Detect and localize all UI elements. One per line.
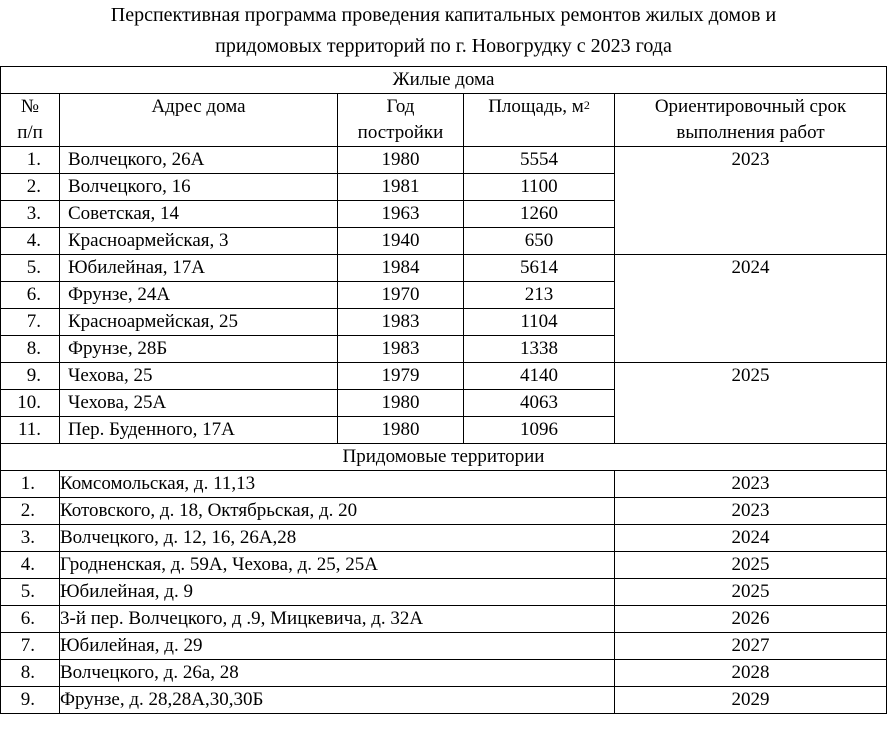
yard-row [1, 525, 887, 552]
house-year: 1984 [338, 255, 464, 282]
document-title [0, 0, 887, 66]
house-year: 1980 [338, 417, 464, 444]
house-address: Советская, 14 [60, 201, 338, 228]
yard-num: 9. [1, 687, 60, 714]
yard-term: 2025 [615, 552, 887, 579]
header-area-label: Площадь, м [488, 96, 584, 117]
header-term [615, 94, 887, 147]
house-num: 4. [1, 228, 60, 255]
house-term: 2025 [615, 363, 887, 444]
house-year: 1981 [338, 174, 464, 201]
house-address: Волчецкого, 26А [60, 147, 338, 174]
yard-term: 2027 [615, 633, 887, 660]
section-title-houses: Жилые дома [1, 67, 887, 94]
yard-term: 2025 [615, 579, 887, 606]
house-area: 1338 [464, 336, 615, 363]
yard-address: Юбилейная, д. 29 [60, 633, 615, 660]
yard-row [1, 579, 887, 606]
house-num: 2. [1, 174, 60, 201]
house-area: 5554 [464, 147, 615, 174]
yard-term: 2029 [615, 687, 887, 714]
house-area: 650 [464, 228, 615, 255]
house-area: 1096 [464, 417, 615, 444]
header-term-line2: выполнения работ [676, 122, 825, 143]
yard-address: Комсомольская, д. 11,13 [60, 471, 615, 498]
title-line-2: придомовых территорий по г. Новогрудку с 2023 года [215, 35, 672, 57]
house-address: Чехова, 25А [60, 390, 338, 417]
yard-address: Волчецкого, д. 12, 16, 26А,28 [60, 525, 615, 552]
yard-address: Волчецкого, д. 26а, 28 [60, 660, 615, 687]
house-address: Пер. Буденного, 17А [60, 417, 338, 444]
header-row [1, 94, 887, 147]
yard-address: Котовского, д. 18, Октябрьская, д. 20 [60, 498, 615, 525]
yard-row [1, 552, 887, 579]
header-year-line1: Год [386, 96, 415, 117]
house-area: 213 [464, 282, 615, 309]
house-address: Фрунзе, 28Б [60, 336, 338, 363]
house-address: Красноармейская, 25 [60, 309, 338, 336]
yard-num: 1. [1, 471, 60, 498]
yard-row [1, 606, 887, 633]
header-num-line2: п/п [17, 122, 43, 143]
yard-num: 3. [1, 525, 60, 552]
yard-term: 2024 [615, 525, 887, 552]
header-year-line2: постройки [357, 122, 444, 143]
header-year [338, 94, 464, 147]
yard-num: 5. [1, 579, 60, 606]
house-area: 1260 [464, 201, 615, 228]
house-address: Красноармейская, 3 [60, 228, 338, 255]
repair-program-table [0, 66, 887, 714]
house-num: 8. [1, 336, 60, 363]
section-row-houses [1, 67, 887, 94]
house-num: 5. [1, 255, 60, 282]
header-num-line1: № [20, 96, 40, 117]
house-area: 1104 [464, 309, 615, 336]
house-year: 1979 [338, 363, 464, 390]
yard-row [1, 687, 887, 714]
house-address: Волчецкого, 16 [60, 174, 338, 201]
house-address: Юбилейная, 17А [60, 255, 338, 282]
house-area: 1100 [464, 174, 615, 201]
yard-address: Фрунзе, д. 28,28А,30,30Б [60, 687, 615, 714]
house-num: 10. [1, 390, 60, 417]
house-year: 1963 [338, 201, 464, 228]
header-area-sup: 2 [583, 98, 590, 112]
house-row [1, 363, 887, 390]
house-area: 4063 [464, 390, 615, 417]
house-address: Чехова, 25 [60, 363, 338, 390]
header-address: Адрес дома [60, 94, 338, 147]
house-address: Фрунзе, 24А [60, 282, 338, 309]
yard-num: 8. [1, 660, 60, 687]
house-year: 1983 [338, 336, 464, 363]
house-area: 5614 [464, 255, 615, 282]
house-year: 1980 [338, 147, 464, 174]
house-num: 1. [1, 147, 60, 174]
house-num: 6. [1, 282, 60, 309]
house-num: 11. [1, 417, 60, 444]
yard-num: 2. [1, 498, 60, 525]
yard-row [1, 660, 887, 687]
yard-num: 4. [1, 552, 60, 579]
header-area [464, 94, 615, 147]
yard-address: 3-й пер. Волчецкого, д .9, Мицкевича, д. 32А [60, 606, 615, 633]
yard-row [1, 498, 887, 525]
house-term: 2023 [615, 147, 887, 255]
title-line-1: Перспективная программа проведения капитальных ремонтов жилых домов и [110, 4, 777, 26]
yard-term: 2023 [615, 498, 887, 525]
section-title-yards: Придомовые территории [1, 444, 887, 471]
yard-num: 7. [1, 633, 60, 660]
house-num: 7. [1, 309, 60, 336]
yard-row [1, 471, 887, 498]
house-year: 1940 [338, 228, 464, 255]
house-num: 9. [1, 363, 60, 390]
house-num: 3. [1, 201, 60, 228]
house-row [1, 255, 887, 282]
yard-term: 2023 [615, 471, 887, 498]
house-year: 1980 [338, 390, 464, 417]
header-num [1, 94, 60, 147]
house-term: 2024 [615, 255, 887, 363]
house-year: 1970 [338, 282, 464, 309]
yard-num: 6. [1, 606, 60, 633]
yard-term: 2026 [615, 606, 887, 633]
header-term-line1: Ориентировочный срок [654, 96, 847, 117]
yard-address: Юбилейная, д. 9 [60, 579, 615, 606]
section-row-yards [1, 444, 887, 471]
house-row [1, 147, 887, 174]
house-year: 1983 [338, 309, 464, 336]
yard-address: Гродненская, д. 59А, Чехова, д. 25, 25А [60, 552, 615, 579]
yard-row [1, 633, 887, 660]
yard-term: 2028 [615, 660, 887, 687]
house-area: 4140 [464, 363, 615, 390]
